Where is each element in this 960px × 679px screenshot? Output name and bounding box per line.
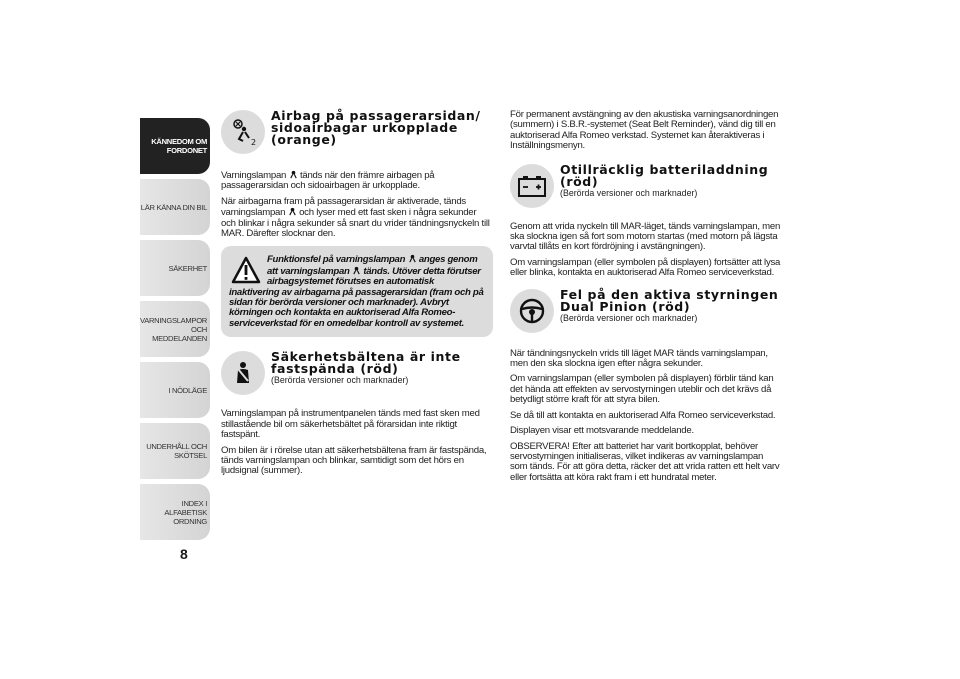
warning-triangle-icon xyxy=(231,256,261,284)
airbag-section-title: Airbag på passagerarsidan/ sidoairbagar urkopplade (orange) xyxy=(271,108,481,147)
airbag-off-icon xyxy=(221,110,265,154)
page-number: 8 xyxy=(180,546,188,562)
airbag-inline-icon xyxy=(289,170,298,179)
steering-paragraph-5: OBSERVERA! Efter att batteriet har varit bortkopplat, behöver servostyrningen initialiseras, vilket indikeras av varningslampan som tänds. För att göra detta, räcker det att vrida ratten ett helt varv eller fortsätta att köra rakt fram i ett hundratal meter. xyxy=(510,440,780,483)
airbag-inline-icon xyxy=(408,254,417,263)
battery-paragraph-2: Om varningslampan (eller symbolen på displayen) fortsätter att lysa eller blinka, kontakta en auktoriserad Alfa Romeo serviceverkstad. xyxy=(510,256,781,279)
seatbelt-section-title: Säkerhetsbältena är inte fastspända (röd) xyxy=(271,349,461,377)
tab-kannedom-om-fordonet[interactable]: KÄNNEDOM OM FORDONET xyxy=(140,118,210,174)
airbag-section-header xyxy=(221,110,493,170)
tab-index[interactable]: INDEX I ALFABETISK ORDNING xyxy=(140,484,210,540)
steering-paragraph-2: Om varningslampan (eller symbolen på displayen) förblir tänd kan det hända att effekten av servostyrningen uteblir och det krävs då betydligt större kraft för att styra bilen. xyxy=(510,373,774,406)
airbag-paragraph-1: Varningslampan tänds när den främre airbagen på passagerarsidan och sidoairbagen är urkopplade. xyxy=(221,170,435,192)
battery-paragraph-1: Genom att vrida nyckeln till MAR-läget, tänds varningslampan, men ska slockna igen så fort som motorn startas (med motorn på lägsta varvtal tillåts en kort fördröjning i avstängningen). xyxy=(510,220,781,253)
seatbelt-icon xyxy=(221,351,265,395)
airbag-warning-text: Funktionsfel på varningslampan anges genom att varningslampan tänds. Utöver detta förutser airbagsystemet förutses en automatisk inaktivering av airbagarna på passagerarsidan (fram och på sidan för berörda versioner och marknader). Avbryt körningen och kontakta en auktoriserad Alfa Romeo-serviceverkstad för en omedelbar kontroll av systemet. xyxy=(229,254,484,329)
seatbelt-paragraph-2: Om bilen är i rörelse utan att säkerhetsbältena fram är fastspända, tänds varningslampan och blinkar, samtidigt som det hörs en ljudsignal (summer). xyxy=(221,444,487,477)
sbr-intro-paragraph: För permanent avstängning av den akustiska varningsanordningen (summern) i S.B.R.-systemet (Seat Belt Reminder), vänd dig till en auktoriserad Alfa Romeo verkstad. Systemet kan återaktiveras i Inställningsmenyn. xyxy=(510,109,779,152)
airbag-warning-box xyxy=(221,246,493,337)
right-column xyxy=(510,110,782,488)
svg-text:2: 2 xyxy=(251,138,257,147)
tab-i-nodlage[interactable]: I NÖDLÄGE xyxy=(140,362,210,418)
tab-underhall-och-skotsel[interactable]: UNDERHÅLL OCH SKÖTSEL xyxy=(140,423,210,479)
battery-section-title: Otillräcklig batteriladdning (röd) xyxy=(560,161,769,189)
steering-paragraph-3: Se då till att kontakta en auktoriserad Alfa Romeo serviceverkstad. xyxy=(510,409,776,421)
steering-paragraph-4: Displayen visar ett motsvarande meddelande. xyxy=(510,425,694,437)
tab-sakerhet[interactable]: SÄKERHET xyxy=(140,240,210,296)
airbag-inline-icon xyxy=(288,207,297,216)
seatbelt-section-header xyxy=(221,351,493,409)
seatbelt-paragraph-1: Varningslampan på instrumentpanelen tänds med fast sken med stillastående bil om säkerhetsbältet på förarsidan inte riktigt fastspänt. xyxy=(221,408,480,441)
battery-icon xyxy=(510,164,554,208)
battery-section-subtitle: (Berörda versioner och marknader) xyxy=(560,187,698,199)
seatbelt-section-subtitle: (Berörda versioner och marknader) xyxy=(271,375,409,387)
left-column xyxy=(221,110,493,482)
steering-section-header xyxy=(510,286,782,349)
steering-paragraph-1: När tändningsnyckeln vrids till läget MAR tänds varningslampan, men den ska slockna igen efter några sekunder. xyxy=(510,347,768,370)
steering-section-subtitle: (Berörda versioner och marknader) xyxy=(560,312,698,324)
tab-lar-kanna-din-bil[interactable]: LÄR KÄNNA DIN BIL xyxy=(140,179,210,235)
airbag-inline-icon xyxy=(352,266,361,275)
battery-section-header xyxy=(510,161,782,222)
steering-section-title: Fel på den aktiva styrningen Dual Pinion (röd) xyxy=(560,286,779,314)
steering-wheel-icon xyxy=(510,289,554,333)
airbag-paragraph-2: När airbagarna fram på passagerarsidan är aktiverade, tänds varningslampan och lyser med ett fast sken i några sekunder och blinkar i några sekunder så snart du vrider tändningsnyckeln till MAR. Därefter slocknar den. xyxy=(221,195,490,240)
tab-varningslampor[interactable]: VARNINGSLAMPOR OCH MEDDELANDEN xyxy=(140,301,210,357)
